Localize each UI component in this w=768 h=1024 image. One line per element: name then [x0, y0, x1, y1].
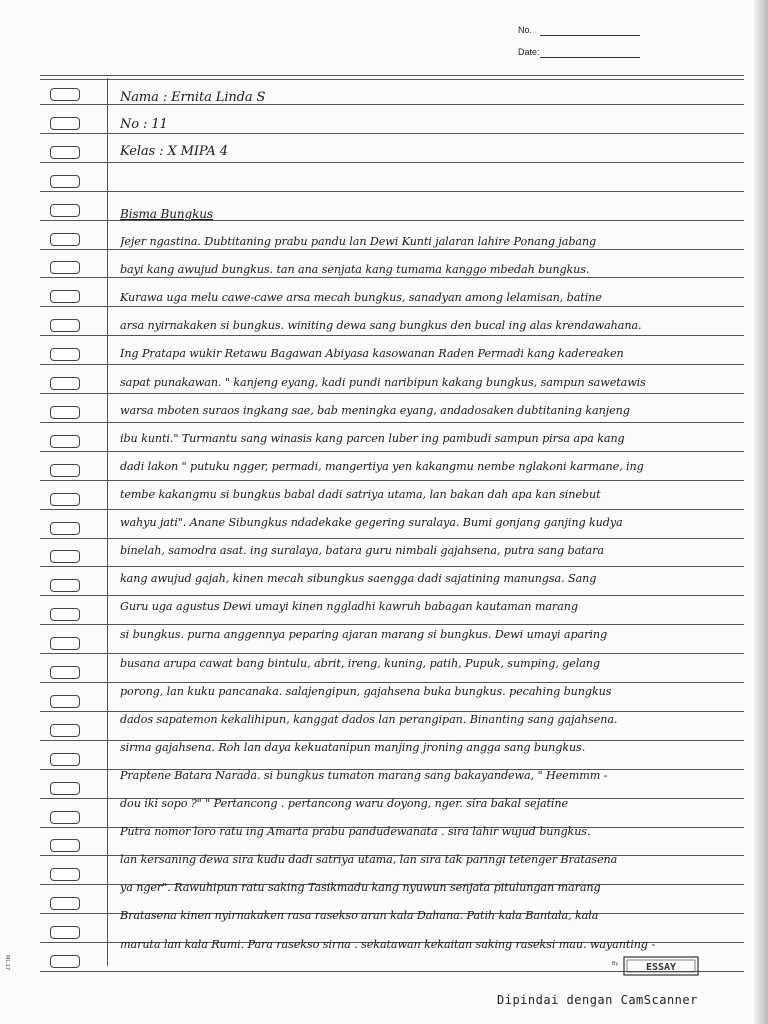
page-edge-shadow: [754, 0, 768, 1024]
ruled-line: [40, 624, 744, 625]
punch-hole: [50, 753, 80, 766]
essay-line: arsa nyirnakaken si bungkus. winiting dewa sang bungkus den bucal ing alas krendawahana.: [120, 319, 642, 332]
punch-hole: [50, 811, 80, 824]
punch-hole: [50, 926, 80, 939]
punch-hole: [50, 608, 80, 621]
ruled-line: [40, 682, 744, 683]
top-rule: [40, 79, 744, 80]
essay-line: Kurawa uga melu cawe-cawe arsa mecah bungkus, sanadyan among lelamisan, batine: [120, 291, 602, 304]
student-class: Kelas : X MIPA 4: [120, 144, 228, 159]
punch-hole: [50, 175, 80, 188]
punch-hole: [50, 637, 80, 650]
punch-hole: [50, 579, 80, 592]
essay-line: dou iki sopo ?" " Pertancong . pertancong waru doyong, nger. sira bakal sejatine: [120, 797, 569, 810]
punch-hole: [50, 348, 80, 361]
essay-line: Putra nomor loro ratu ing Amarta prabu pandudewanata . sira lahir wujud bungkus.: [120, 825, 591, 838]
essay-stamp-logo: [610, 955, 702, 977]
ruled-line: [40, 364, 744, 365]
essay-line: tembe kakangmu si bungkus babal dadi satriya utama, lan bakan dah apa kan sinebut: [120, 488, 601, 501]
essay-line: lan kersaning dewa sira kudu dadi satriya utama, lan sira tak paringi tetenger Bratasena: [120, 853, 618, 866]
punch-hole: [50, 550, 80, 563]
essay-line: dados sapatemon kekalihipun, kanggat dados lan perangipan. Binanting sang gajahsena.: [120, 713, 618, 726]
punch-hole: [50, 897, 80, 910]
punch-hole: [50, 117, 80, 130]
ruled-line: [40, 277, 744, 278]
punch-hole: [50, 464, 80, 477]
essay-line: Guru uga agustus Dewi umayi kinen nggladhi kawruh babagan kautaman marang: [120, 600, 578, 613]
essay-line: bayi kang awujud bungkus. tan ana senjata kang tumama kanggo mbedah bungkus.: [120, 263, 590, 276]
ruled-line: [40, 595, 744, 596]
essay-line: wahyu jati". Anane Sibungkus ndadekake gegering suralaya. Bumi gonjang ganjing kudya: [120, 516, 623, 529]
ruled-line: [40, 480, 744, 481]
no-underline: [540, 35, 640, 36]
margin-line: [107, 78, 108, 966]
punch-hole: [50, 319, 80, 332]
punch-hole: [50, 377, 80, 390]
essay-line: Praptene Batara Narada. si bungkus tumaton marang sang bakayandewa, " Heemmm -: [120, 769, 608, 782]
side-mark: ML 17: [4, 955, 10, 971]
punch-hole: [50, 666, 80, 679]
essay-line: ya nger". Rawuhipun ratu saking Tasikmadu kang nyuwun senjata pitulungan marang: [120, 881, 601, 894]
essay-title: Bisma Bungkus: [120, 207, 213, 221]
punch-hole: [50, 493, 80, 506]
punch-hole: [50, 955, 80, 968]
date-label: Date:: [518, 47, 540, 57]
punch-hole: [50, 522, 80, 535]
punch-hole: [50, 146, 80, 159]
ruled-line: [40, 509, 744, 510]
essay-line: warsa mboten suraos ingkang sae, bab meningka eyang, andadosaken dubtitaning kanjeng: [120, 404, 630, 417]
ruled-line: [40, 133, 744, 134]
punch-hole: [50, 435, 80, 448]
no-label: No.: [518, 25, 533, 35]
ruled-line: [40, 538, 744, 539]
ruled-line: [40, 162, 744, 163]
student-number: No : 11: [120, 117, 168, 132]
punch-hole: [50, 839, 80, 852]
punch-hole: [50, 724, 80, 737]
essay-line: busana arupa cawat bang bintulu, abrit, ireng, kuning, patih, Pupuk, sumping, gelang: [120, 657, 600, 670]
punch-hole: [50, 233, 80, 246]
essay-line: sapat punakawan. " kanjeng eyang, kadi pundi naribipun kakang bungkus, sampun sawetawis: [120, 376, 646, 389]
ruled-line: [40, 249, 744, 250]
punch-hole: [50, 782, 80, 795]
essay-line: dadi lakon " putuku ngger, permadi, mangertiya yen kakangmu nembe nglakoni karmane, ing: [120, 460, 644, 473]
ruled-line: [40, 335, 744, 336]
essay-line: porong, lan kuku pancanaka. salajengipun, gajahsena buka bungkus. pecahing bungkus: [120, 685, 612, 698]
ruled-line: [40, 653, 744, 654]
essay-line: maruta lan kala Rumi. Para rasekso sirna . sekatawan kekaitan saking raseksi mau. wayanting -: [120, 938, 655, 951]
essay-line: sirma gajahsena. Roh lan daya kekuatanipun manjing jroning angga sang bungkus.: [120, 741, 586, 754]
ruled-line: [40, 566, 744, 567]
essay-line: binelah, samodra asat. ing suralaya, batara guru nimbali gajahsena, putra sang batara: [120, 544, 604, 557]
essay-line: Jejer ngastina. Dubtitaning prabu pandu lan Dewi Kunti jalaran lahire Ponang jabang: [120, 235, 597, 248]
essay-line: Ing Pratapa wukir Retawu Bagawan Abiyasa kasowanan Raden Permadi kang kadereaken: [120, 347, 624, 360]
ruled-line: [40, 711, 744, 712]
top-rule: [40, 75, 744, 76]
essay-line: ibu kunti." Turmantu sang winasis kang parcen luber ing pambudi sampun pirsa apa kang: [120, 432, 625, 445]
student-name: Nama : Ernita Linda S: [120, 90, 266, 105]
svg-text:By: By: [612, 961, 619, 967]
punch-hole: [50, 695, 80, 708]
punch-hole: [50, 868, 80, 881]
essay-line: Bratasena kinen nyirnakaken rasa rasekso aran kala Dahana. Patih kala Bantala, kala: [120, 909, 599, 922]
essay-line: si bungkus. purna anggennya peparing ajaran marang si bungkus. Dewi umayi aparing: [120, 628, 608, 641]
essay-line: kang awujud gajah, kinen mecah sibungkus saengga dadi sajatining manungsa. Sang: [120, 572, 597, 585]
ruled-line: [40, 191, 744, 192]
ruled-line: [40, 306, 744, 307]
punch-hole: [50, 406, 80, 419]
svg-text:ESSAY: ESSAY: [645, 962, 677, 973]
ruled-line: [40, 451, 744, 452]
punch-hole: [50, 204, 80, 217]
ruled-line: [40, 393, 744, 394]
camscanner-watermark: Dipindai dengan CamScanner: [497, 993, 698, 1007]
punch-hole: [50, 290, 80, 303]
punch-hole: [50, 88, 80, 101]
ruled-line: [40, 422, 744, 423]
date-underline: [540, 57, 640, 58]
punch-hole: [50, 261, 80, 274]
